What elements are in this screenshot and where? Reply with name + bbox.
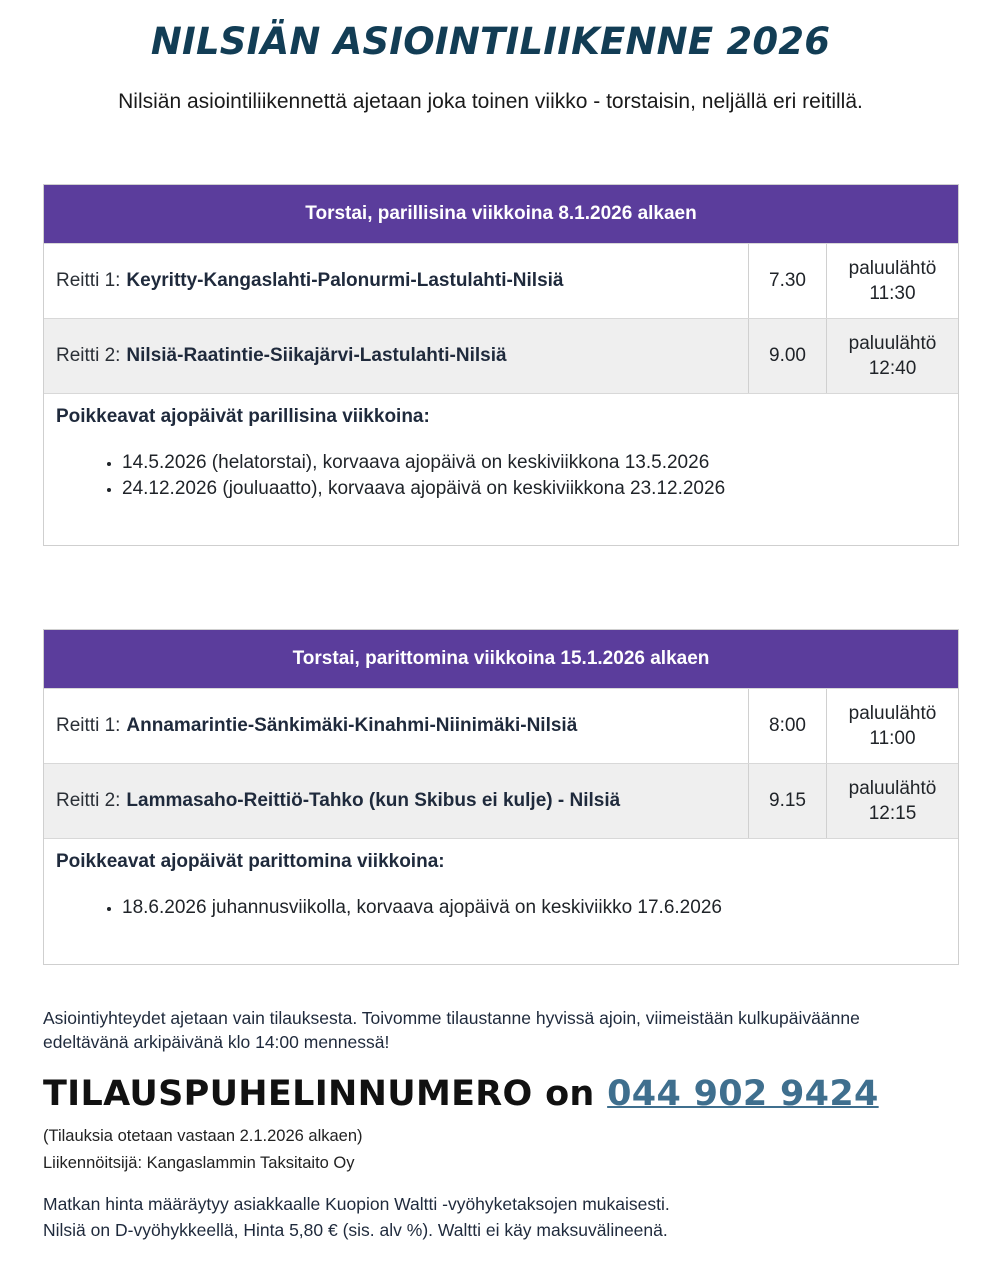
return-cell: [827, 319, 958, 393]
departure-time: 8:00: [749, 689, 827, 763]
return-cell: [827, 764, 958, 838]
route-name: Annamarintie-Sänkimäki-Kinahmi-Niinimäki-Nilsiä: [126, 715, 578, 736]
return-label: paluulähtö: [848, 258, 937, 279]
return-time: 12:40: [868, 358, 917, 379]
odd-exceptions: [44, 838, 958, 921]
phone-number-link[interactable]: 044 902 9424: [607, 1074, 879, 1114]
page-title: NILSIÄN ASIOINTILIIKENNE 2026: [150, 20, 831, 63]
return-label: paluulähtö: [848, 778, 937, 799]
route-name: Lammasaho-Reittiö-Tahko (kun Skibus ei kulje) - Nilsiä: [126, 790, 621, 811]
price-line-2: Nilsiä on D-vyöhykkeellä, Hinta 5,80 € (sis. alv %). Waltti ei käy maksuvälineenä.: [43, 1220, 668, 1240]
route-name: Keyritty-Kangaslahti-Palonurmi-Lastulahti-Nilsiä: [126, 270, 564, 291]
order-phone: [43, 1074, 879, 1114]
route-prefix: Reitti 1:: [56, 715, 121, 736]
even-route-1-row: [44, 243, 958, 318]
return-time: 11:30: [869, 283, 916, 304]
return-label: paluulähtö: [848, 703, 937, 724]
return-time: 12:15: [868, 803, 917, 824]
departure-time: 9.15: [749, 764, 827, 838]
exception-item: • 24.12.2026 (jouluaatto), korvaava ajopäivä on keskiviikkona 23.12.2026: [122, 476, 946, 502]
exception-item: • 18.6.2026 juhannusviikolla, korvaava ajopäivä on keskiviikko 17.6.2026: [122, 895, 946, 921]
return-label: paluulähtö: [848, 333, 937, 354]
order-start-note: (Tilauksia otetaan vastaan 2.1.2026 alkaen): [43, 1127, 363, 1145]
return-time: 11:00: [869, 728, 916, 749]
route-prefix: Reitti 2:: [56, 345, 121, 366]
route-name: Nilsiä-Raatintie-Siikajärvi-Lastulahti-Nilsiä: [126, 345, 507, 366]
return-cell: [827, 244, 958, 318]
exceptions-list: [56, 895, 946, 921]
route-prefix: Reitti 1:: [56, 270, 121, 291]
operator: Liikennöitsijä: Kangaslammin Taksitaito Oy: [43, 1154, 355, 1172]
return-cell: [827, 689, 958, 763]
even-route-2-row: [44, 318, 958, 393]
exceptions-title: Poikkeavat ajopäivät parittomina viikkoina:: [56, 851, 445, 872]
even-weeks-schedule: [43, 184, 959, 546]
route-name-cell: [44, 764, 749, 838]
route-name-cell: [44, 689, 749, 763]
odd-weeks-schedule: [43, 629, 959, 965]
exception-item: • 14.5.2026 (helatorstai), korvaava ajopäivä on keskiviikkona 13.5.2026: [122, 450, 946, 476]
route-name-cell: [44, 244, 749, 318]
phone-label: TILAUSPUHELINNUMERO on: [43, 1074, 595, 1114]
odd-route-1-row: [44, 688, 958, 763]
price-line-1: Matkan hinta määräytyy asiakkaalle Kuopion Waltti -vyöhyketaksojen mukaisesti.: [43, 1194, 670, 1214]
route-prefix: Reitti 2:: [56, 790, 121, 811]
route-name-cell: [44, 319, 749, 393]
even-weeks-header: Torstai, parillisina viikkoina 8.1.2026 alkaen: [44, 185, 958, 243]
odd-weeks-header: Torstai, parittomina viikkoina 15.1.2026 alkaen: [44, 630, 958, 688]
departure-time: 7.30: [749, 244, 827, 318]
exceptions-list: [56, 450, 946, 502]
order-info: Asiointiyhteydet ajetaan vain tilauksesta. Toivomme tilaustanne hyvissä ajoin, viimeistään kulkupäiväänne edeltävänä arkipäivänä klo 14:00 mennessä!: [43, 1008, 860, 1052]
page-subtitle: Nilsiän asiointiliikennettä ajetaan joka toinen viikko - torstaisin, neljällä eri reitillä.: [118, 90, 863, 113]
even-exceptions: [44, 393, 958, 502]
odd-route-2-row: [44, 763, 958, 838]
departure-time: 9.00: [749, 319, 827, 393]
exceptions-title: Poikkeavat ajopäivät parillisina viikkoina:: [56, 406, 430, 427]
